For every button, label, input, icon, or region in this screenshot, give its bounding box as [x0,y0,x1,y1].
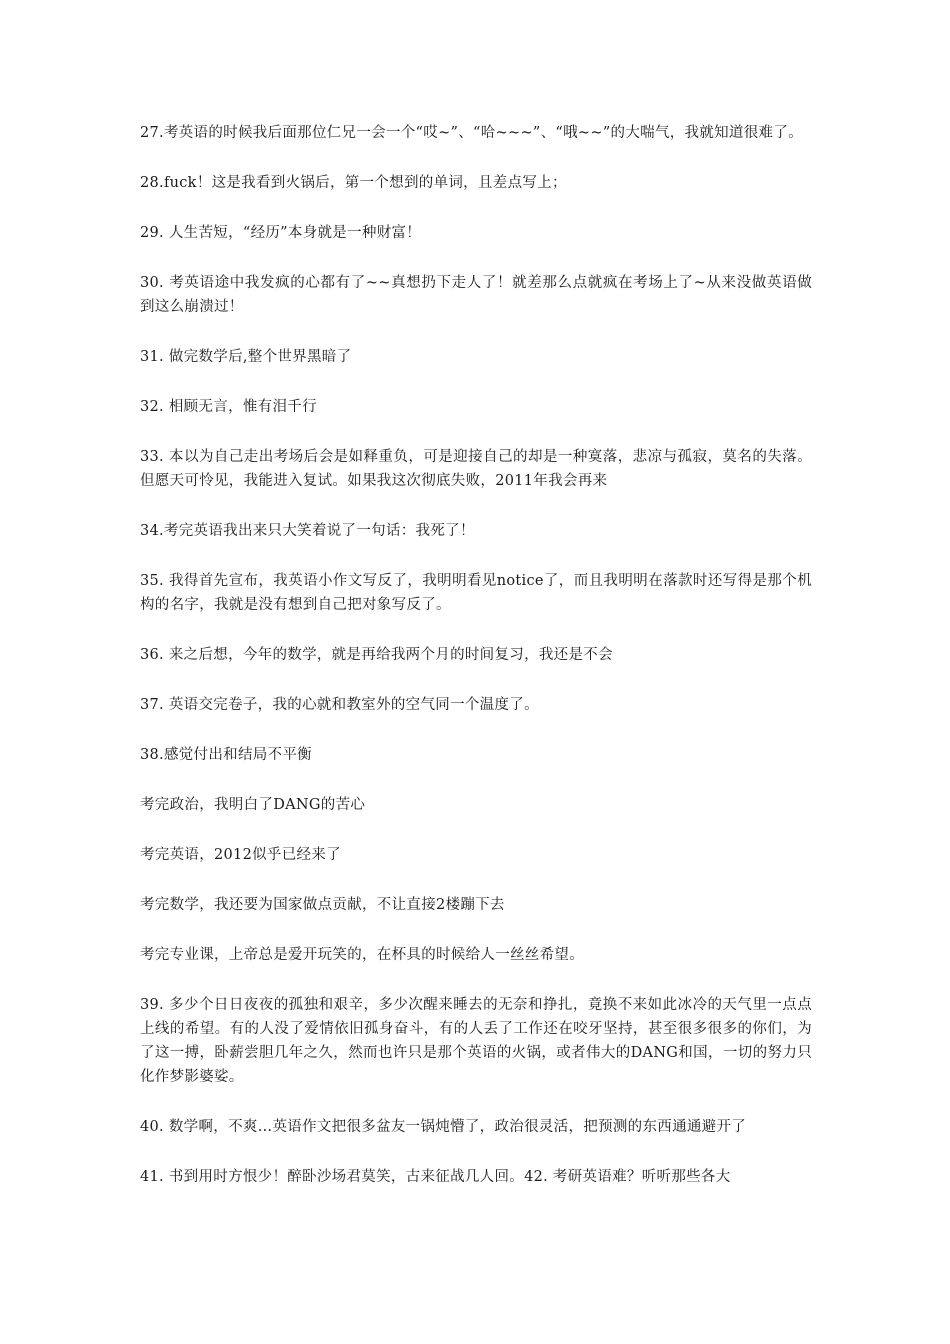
paragraph-38-major: 考完专业课，上帝总是爱开玩笑的，在杯具的时候给人一丝丝希望。 [140,947,584,963]
paragraph-34: 34.考完英语我出来只大笑着说了一句话：我死了！ [140,523,475,539]
paragraph-28: 28.fuck！这是我看到火锅后，第一个想到的单词，且差点写上； [140,175,567,191]
paragraph-40: 40. 数学啊，不爽…英语作文把很多盆友一锅炖懵了，政治很灵活，把预测的东西通通避开了 [140,1119,747,1135]
paragraph-36: 36. 来之后想，今年的数学，就是再给我两个月的时间复习，我还是不会 [140,647,613,663]
document-page [140,121,812,1215]
paragraph-37: 37. 英语交完卷子，我的心就和教室外的空气同一个温度了。 [140,697,539,713]
paragraph-38: 38.感觉付出和结局不平衡 [140,747,312,763]
paragraph-38-politics: 考完政治，我明白了DANG的苦心 [140,797,366,813]
paragraph-33: 33. 本以为自己走出考场后会是如释重负，可是迎接自己的却是一种寞落，悲凉与孤寂，莫名的失落。但愿天可怜见，我能进入复试。如果我这次彻底失败，2011年我会再来 [140,449,812,489]
paragraph-39: 39. 多少个日日夜夜的孤独和艰辛，多少次醒来睡去的无奈和挣扎，竟换不来如此冰冷的天气里一点点上线的希望。有的人没了爱情依旧孤身奋斗，有的人丢了工作还在咬牙坚持，甚至很多很多的你们，为了这一搏，卧薪尝胆几年之久，然而也许只是那个英语的火锅，或者伟大的DANG和国，一切的努力只化作梦影婆娑。 [140,997,812,1085]
paragraph-41-42: 41. 书到用时方恨少！醉卧沙场君莫笑，古来征战几人回。42. 考研英语难？听听那些各大 [140,1169,731,1185]
paragraph-32: 32. 相顾无言，惟有泪千行 [140,399,317,415]
paragraph-27: 27.考英语的时候我后面那位仁兄一会一个“哎~”、“哈~~~”、“哦~~”的大喘气，我就知道很难了。 [140,125,803,141]
paragraph-38-math: 考完数学，我还要为国家做点贡献，不让直接2楼蹦下去 [140,897,505,913]
paragraph-29: 29. 人生苦短，“经历”本身就是一种财富！ [140,225,422,241]
paragraph-30: 30. 考英语途中我发疯的心都有了~~真想扔下走人了！就差那么点就疯在考场上了~从来没做英语做到这么崩溃过！ [140,275,812,315]
paragraph-35: 35. 我得首先宣布，我英语小作文写反了，我明明看见notice了，而且我明明在落款时还写得是那个机构的名字，我就是没有想到自己把对象写反了。 [140,573,812,613]
paragraph-38-english: 考完英语，2012似乎已经来了 [140,847,341,863]
paragraph-31: 31. 做完数学后,整个世界黑暗了 [140,349,352,365]
